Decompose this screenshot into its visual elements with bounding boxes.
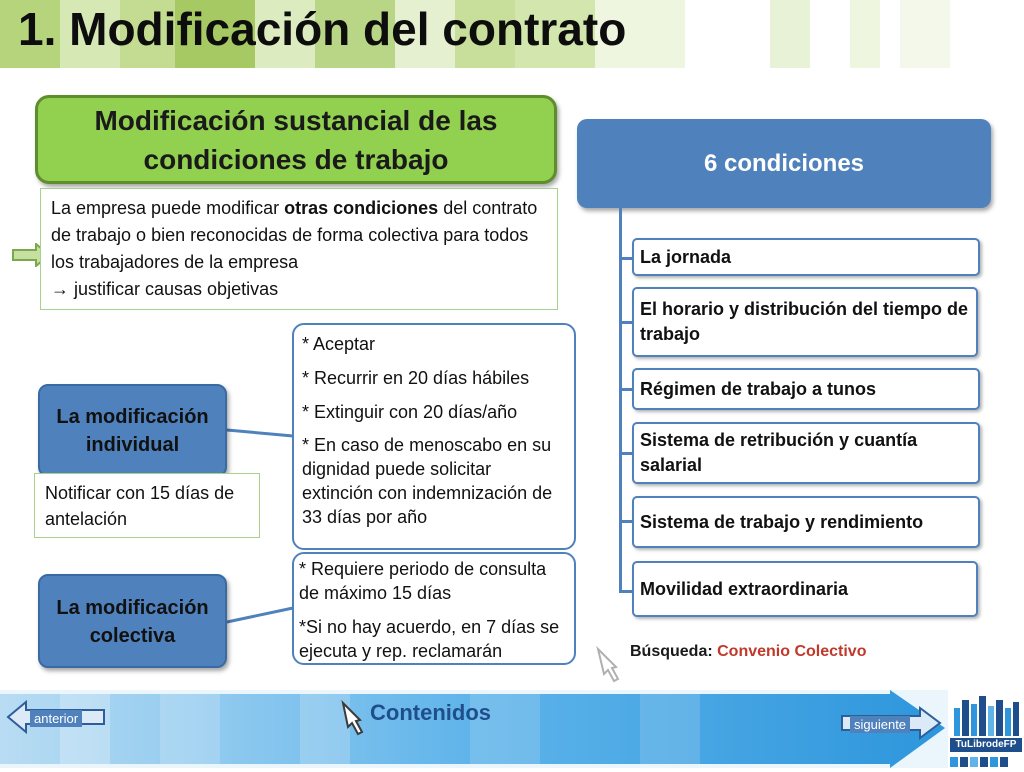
condition-item: Régimen de trabajo a tunos xyxy=(632,368,980,410)
next-button[interactable]: siguiente xyxy=(850,716,910,733)
collective-options-box xyxy=(292,552,576,665)
search-label: Búsqueda: xyxy=(630,643,713,660)
logo-bars xyxy=(950,754,1022,766)
condition-item: Sistema de trabajo y rendimiento xyxy=(632,496,980,548)
option-item: * Requiere periodo de consulta de máximo 15 días xyxy=(299,559,547,603)
pointing-hand-icon[interactable] xyxy=(338,700,368,738)
search-value[interactable]: Convenio Colectivo xyxy=(717,643,867,660)
prev-button[interactable]: anterior xyxy=(30,710,82,727)
contents-link[interactable]: Contenidos xyxy=(370,700,491,725)
conditions-heading: 6 condiciones xyxy=(577,119,991,208)
individual-options-box xyxy=(292,323,576,550)
search-hint xyxy=(630,643,866,661)
individual-modification-box: La modificación individual xyxy=(38,384,227,477)
book-logo-icon xyxy=(952,694,1020,736)
pointing-hand-icon[interactable] xyxy=(592,645,626,685)
intro-text-part1: La empresa puede modificar xyxy=(51,198,285,218)
logo[interactable] xyxy=(948,690,1024,768)
logo-text: TuLibrodeFP xyxy=(950,738,1022,752)
intro-text-bold: otras condiciones xyxy=(284,198,439,218)
intro-text-part2: del contrato de trabajo o bien reconocidas de forma colectiva para todos los trabajadores de la empresa xyxy=(51,198,538,272)
option-item: * En caso de menoscabo en su dignidad puede solicitar extinción con indemnización de 33 días por año xyxy=(302,435,553,527)
condition-item: Movilidad extraordinaria xyxy=(632,561,978,617)
condition-item: Sistema de retribución y cuantía salarial xyxy=(632,422,980,484)
tree-line xyxy=(619,208,622,592)
collective-modification-box: La modificación colectiva xyxy=(38,574,227,668)
main-heading-box: Modificación sustancial de las condiciones de trabajo xyxy=(35,95,557,184)
option-item: *Si no hay acuerdo, en 7 días se ejecuta y rep. reclamarán xyxy=(299,617,560,661)
notify-box: Notificar con 15 días de antelación xyxy=(34,473,260,538)
condition-item: El horario y distribución del tiempo de trabajo xyxy=(632,287,978,357)
condition-item: La jornada xyxy=(632,238,980,276)
intro-text-box xyxy=(40,188,558,310)
option-item: * Aceptar xyxy=(302,334,376,354)
option-item: * Recurrir en 20 días hábiles xyxy=(302,368,530,388)
option-item: * Extinguir con 20 días/año xyxy=(302,402,518,422)
slide-title: 1. Modificación del contrato xyxy=(18,3,627,55)
intro-arrow-text: → justificar causas objetivas xyxy=(51,279,279,299)
